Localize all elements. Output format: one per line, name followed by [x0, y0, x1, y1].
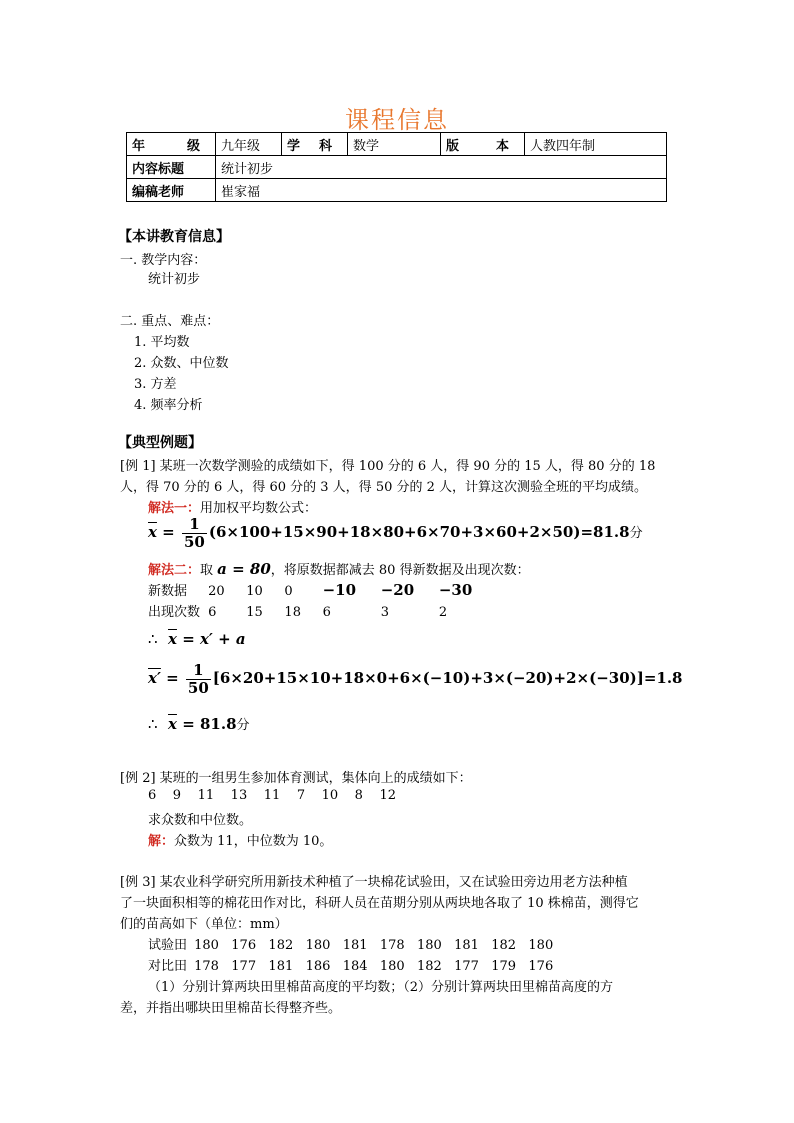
key-point-item: 3. 方差 — [134, 377, 177, 392]
edition-value: 人教四年制 — [525, 133, 667, 156]
subject-value: 数学 — [348, 133, 441, 156]
new-data-row: 新数据 20 10 0 −10 −20 −30 — [148, 581, 473, 599]
solution-label: 解： — [148, 834, 175, 849]
grade-value: 九年级 — [216, 133, 282, 156]
example-2-solution: 解：众数为 11，中位数为 10。 — [148, 834, 333, 849]
example-1-method-1 — [148, 497, 317, 516]
example-3-question-line: 差，并指出哪块田里棉苗长得整齐些。 — [120, 1001, 342, 1016]
example-3-question-line: （1）分别计算两块田里棉苗高度的平均数；（2）分别计算两块田里棉苗高度的方 — [148, 980, 614, 995]
example-1-text-line: 人，得 70 分的 6 人，得 60 分的 3 人，得 50 分的 2 人，计算这次测验全班的平均成绩。 — [120, 480, 648, 495]
grade-label: 年 级 — [127, 133, 216, 156]
formula-weighted-mean: $\overline{x}$ = $\frac{1}{50}$ (6×100+15×90+18×80+6×70+3×60+2×50)=81.8分 — [148, 515, 643, 551]
example-1-text-line: [例 1] 某班一次数学测验的成绩如下，得 100 分的 6 人，得 90 分的 15 人，得 80 分的 18 — [120, 459, 656, 474]
section-examples-heading: 【典型例题】 — [118, 435, 202, 451]
example-2-question: 求众数和中位数。 — [148, 813, 253, 828]
method-1-text: 用加权平均数公式： — [200, 501, 318, 516]
teaching-content-heading: 一. 教学内容： — [120, 253, 207, 268]
course-info-table — [126, 132, 667, 202]
example-2-text-line: [例 2] 某班的一组男生参加体育测试，集体向上的成绩如下： — [120, 771, 472, 786]
example-2-data: 6 9 11 13 11 7 10 8 12 — [148, 788, 397, 803]
control-field-row: 对比田 178 177 181 186 184 180 182 177 179 176 — [148, 959, 554, 974]
formula-result: ∴ $\overline{x} = 81.8$分 — [148, 715, 250, 733]
page-title: 课程信息 — [345, 106, 449, 134]
teaching-content: 统计初步 — [148, 272, 201, 287]
key-point-item: 4. 频率分析 — [134, 398, 203, 413]
topic-label: 内容标题 — [127, 156, 216, 179]
edition-label: 版 本 — [441, 133, 525, 156]
section-info-heading: 【本讲教育信息】 — [118, 229, 230, 245]
subject-label: 学 科 — [282, 133, 348, 156]
method-1-label: 解法一： — [148, 501, 201, 516]
key-point-item: 2. 众数、中位数 — [134, 356, 229, 371]
method-2-label: 解法二： — [148, 563, 201, 578]
test-field-row: 试验田 180 176 182 180 181 178 180 181 182 180 — [148, 938, 554, 953]
editor-value: 崔家福 — [216, 179, 667, 202]
key-point-item: 1. 平均数 — [134, 335, 190, 350]
editor-label: 编稿老师 — [127, 179, 216, 202]
example-1-method-2: 解法二：取 a = 80，将原数据都减去 80 得新数据及出现次数： — [148, 560, 530, 578]
example-3-text-line: 了一块面积相等的棉花田作对比，科研人员在苗期分别从两块地各取了 10 株棉苗，测得它 — [120, 896, 639, 911]
count-row: 出现次数 6 15 18 6 3 2 — [148, 605, 448, 620]
formula-shift-mean: ∴ $\overline{x} = x' + a$ — [148, 630, 246, 648]
key-points-heading: 二. 重点、难点： — [120, 314, 220, 329]
topic-value: 统计初步 — [216, 156, 667, 179]
example-3-text-line: [例 3] 某农业科学研究所用新技术种植了一块棉花试验田，又在试验田旁边用老方法种植 — [120, 875, 628, 890]
example-3-text-line: 们的苗高如下（单位：mm） — [120, 917, 288, 932]
formula-new-mean: x′ = $\frac{1}{50}$ [6×20+15×10+18×0+6×(−10)+3×(−20)+2×(−30)]=1.8 — [148, 661, 683, 697]
